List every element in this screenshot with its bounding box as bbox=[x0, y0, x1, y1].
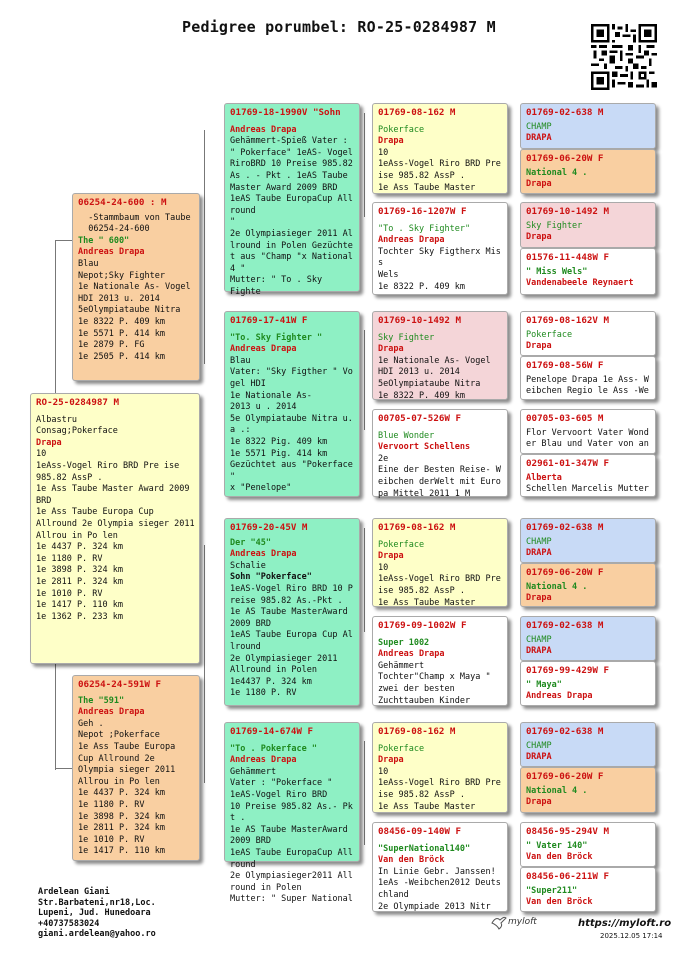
grandparent-line: " bbox=[230, 217, 236, 228]
g4-line: National 4 . bbox=[526, 167, 588, 178]
ggp-line: 2e Olympiade 2013 Nitr bbox=[378, 901, 491, 912]
g4-card[interactable] bbox=[520, 248, 656, 295]
grandparent-line: Gehämmert-Spieß Vater : bbox=[230, 136, 348, 147]
ggp-id: 01769-08-162 M bbox=[378, 726, 456, 737]
g4-line: DRAPA bbox=[526, 752, 552, 763]
g4-id: 01769-08-162V M bbox=[526, 315, 609, 326]
owner-street: Str.Barbateni,nr18,Loc. bbox=[38, 897, 156, 908]
grandparent-line: Sohn "Pokerface" bbox=[230, 572, 312, 583]
g4-line: Drapa bbox=[526, 341, 552, 352]
grandparent-line: "To . Pokerface " bbox=[230, 743, 317, 754]
owner-name: Ardelean Giani bbox=[38, 887, 110, 897]
myloft-logo: myloft bbox=[508, 917, 537, 927]
grandparent-line: Vater : "Pokerface " bbox=[230, 778, 333, 789]
grandparent-line: Blau bbox=[230, 355, 251, 366]
grandparent-id: 01769-17-41W F bbox=[230, 315, 308, 326]
ggp-line: Vervoort Schellens bbox=[378, 442, 471, 453]
owner-city: Lupeni, Jud. Hunedoara bbox=[38, 908, 151, 919]
bracket-line bbox=[364, 113, 365, 217]
g4-line: DRAPA bbox=[526, 548, 552, 559]
grandparent-line: 1e 1180 P. RV bbox=[230, 688, 297, 699]
g4-line: CHAMP bbox=[526, 536, 552, 547]
great-grandparent-card[interactable] bbox=[372, 103, 508, 194]
g4-line: National 4 . bbox=[526, 785, 588, 796]
g4-id: 01769-06-20W F bbox=[526, 771, 604, 782]
g4-line: DRAPA bbox=[526, 646, 552, 657]
ggp-line: Blue Wonder bbox=[378, 430, 435, 441]
dam-id: 06254-24-591W F bbox=[78, 679, 161, 690]
dam-card[interactable] bbox=[72, 675, 200, 861]
dam-line: 1e 4437 P. 324 km bbox=[78, 788, 165, 799]
g4-line: CHAMP bbox=[526, 121, 552, 132]
grandparent-line: Gehämmert bbox=[230, 766, 277, 777]
great-grandparent-card[interactable] bbox=[372, 722, 508, 813]
connector bbox=[55, 768, 72, 769]
g4-line: Pokerface bbox=[526, 329, 573, 340]
grandparent-line: Allround in Polen bbox=[230, 665, 317, 676]
subject-line: 1e 1417 P. 110 km bbox=[36, 600, 123, 611]
grandparent-line: 1eAS Taube Europa Cup Al lround bbox=[230, 630, 358, 652]
g4-line: Van den Bröck bbox=[526, 897, 593, 908]
grandparent-card[interactable] bbox=[224, 311, 360, 497]
sire-line: 1e 8322 P. 409 km bbox=[78, 316, 165, 327]
subject-line: Drapa bbox=[36, 437, 62, 448]
g4-line: Alberta bbox=[526, 472, 562, 483]
page-title: Pedigree porumbel: RO-25-0284987 M bbox=[182, 18, 496, 36]
grandparent-line: 1e 5571 Pig. 414 km bbox=[230, 448, 328, 459]
sire-id: 06254-24-600 : M bbox=[78, 197, 167, 208]
ggp-line: "SuperNational140" bbox=[378, 843, 471, 854]
ggp-line: Wels bbox=[378, 269, 399, 280]
subject-line: Albastru bbox=[36, 414, 77, 425]
ggp-id: 01769-16-1207W F bbox=[378, 206, 467, 217]
g4-card[interactable] bbox=[520, 149, 656, 194]
ggp-line: "To . Sky Fighter" bbox=[378, 223, 471, 234]
dam-line: Nepot ;Pokerface bbox=[78, 730, 160, 741]
ggp-line: Tochter Sky Figtherx Mis s bbox=[378, 246, 506, 269]
great-grandparent-card[interactable] bbox=[372, 822, 508, 912]
ggp-line: Pokerface bbox=[378, 743, 425, 754]
grandparent-id: 01769-20-45V M bbox=[230, 522, 308, 533]
g4-card[interactable] bbox=[520, 311, 656, 356]
subject-id: RO-25-0284987 M bbox=[36, 397, 119, 408]
grandparent-line: Andreas Drapa bbox=[230, 549, 297, 560]
grandparent-line: Andreas Drapa bbox=[230, 344, 297, 355]
g4-line: DRAPA bbox=[526, 133, 552, 144]
grandparent-card[interactable] bbox=[224, 518, 360, 706]
ggp-id: 08456-09-140W F bbox=[378, 826, 461, 837]
grandparent-line: Andreas Drapa bbox=[230, 755, 297, 766]
g4-line: " Vater 140" bbox=[526, 840, 588, 851]
g4-id: 01769-02-638 M bbox=[526, 620, 604, 631]
ggp-id: 01769-10-1492 M bbox=[378, 315, 461, 326]
dam-line: 1e 1417 P. 110 km bbox=[78, 846, 165, 857]
ggp-line: 10 bbox=[378, 562, 389, 573]
subject-line: 1e 1362 P. 233 km bbox=[36, 611, 123, 622]
ggp-line: Tochter"Champ x Maya " bbox=[378, 672, 491, 683]
ggp-line: 1e Ass Taube Master bbox=[378, 182, 476, 193]
g4-line: CHAMP bbox=[526, 740, 552, 751]
g4-id: 01576-11-448W F bbox=[526, 252, 609, 263]
g4-line: Drapa bbox=[526, 797, 552, 808]
subject-line: 10 bbox=[36, 449, 47, 460]
grandparent-line: 1e AS Taube MasterAward 2009 BRD bbox=[230, 824, 353, 847]
g4-card[interactable] bbox=[520, 722, 656, 767]
grandparent-line: 10 Preise 985.82 As.- Pk t . bbox=[230, 801, 358, 824]
g4-line: "Super211" bbox=[526, 885, 578, 896]
g4-id: 01769-10-1492 M bbox=[526, 206, 609, 217]
ggp-line: 10 bbox=[378, 147, 389, 158]
owner-phone: +40737583024 bbox=[38, 918, 100, 929]
g4-line: Flor Vervoort Vater Wond er Blau und Vater von an bbox=[526, 427, 654, 450]
grandparent-line: x "Penelope" bbox=[230, 483, 292, 494]
sire-line: The " 600" bbox=[78, 235, 130, 246]
ggp-line: 1e Ass Taube Master bbox=[378, 801, 476, 812]
ggp-line: 1e 8322 P. 409 km bbox=[378, 390, 465, 401]
great-grandparent-card[interactable] bbox=[372, 311, 508, 400]
ggp-line: 5eOlympiataube Nitra bbox=[378, 378, 481, 389]
grandparent-line: 1eAS Taube EuropaCup All round bbox=[230, 847, 358, 870]
ggp-line: Drapa bbox=[378, 136, 404, 147]
grandparent-line: 5e Olympiataube Nitra u. a .: bbox=[230, 413, 358, 436]
ggp-line: 1eAss-Vogel Riro BRD Pre ise 985.82 AssP . bbox=[378, 159, 506, 181]
sire-line: 1e 2505 P. 414 km bbox=[78, 351, 165, 362]
ggp-line: 1eAss-Vogel Riro BRD Pre ise 985.82 AssP . bbox=[378, 778, 506, 800]
great-grandparent-card[interactable] bbox=[372, 202, 508, 295]
g4-line: Sky Fighter bbox=[526, 220, 583, 231]
g4-card[interactable] bbox=[520, 616, 656, 661]
owner-email[interactable]: giani.ardelean@yahoo.ro bbox=[38, 929, 156, 940]
subject-line: 1e 1010 P. RV bbox=[36, 588, 103, 599]
g4-card[interactable] bbox=[520, 356, 656, 400]
g4-id: 00705-03-605 M bbox=[526, 413, 604, 424]
dam-line: 1e 3898 P. 324 km bbox=[78, 811, 165, 822]
g4-line: Drapa bbox=[526, 232, 552, 243]
grandparent-line: Gezüchtet aus "Pokerface " bbox=[230, 460, 358, 482]
grandparent-line: Mutter: " To . Sky Fighte bbox=[230, 275, 328, 297]
g4-card[interactable] bbox=[520, 767, 656, 813]
grandparent-line: Vater: "Sky Figther " Vo gel HDI bbox=[230, 367, 358, 389]
sire-line: 06254-24-600 bbox=[78, 224, 150, 235]
bracket-line bbox=[364, 330, 365, 430]
g4-card[interactable] bbox=[520, 867, 656, 912]
grandparent-line: 1e Nationale As- bbox=[230, 390, 312, 401]
g4-id: 01769-99-429W F bbox=[526, 665, 609, 676]
g4-id: 01769-02-638 M bbox=[526, 107, 604, 118]
dam-line: Geh . bbox=[78, 718, 104, 729]
grandparent-line: Schalie bbox=[230, 560, 266, 571]
ggp-line: Drapa bbox=[378, 344, 404, 355]
ggp-line: Andreas Drapa bbox=[378, 649, 445, 660]
ggp-line: Eine der Besten Reise- W eibchen derWelt mit Euro bbox=[378, 465, 506, 487]
g4-line: " Miss Wels" bbox=[526, 266, 588, 277]
sire-line: Nepot;Sky Fighter bbox=[78, 270, 165, 281]
qr-code bbox=[591, 24, 657, 90]
g4-id: 01769-02-638 M bbox=[526, 522, 604, 533]
g4-line: " Maya" bbox=[526, 679, 562, 690]
g4-id: 01769-06-20W F bbox=[526, 153, 604, 164]
ggp-line: 1eAs -Weibchen2012 Deuts chland bbox=[378, 878, 506, 900]
g4-card[interactable] bbox=[520, 822, 656, 867]
g4-line: Andreas Drapa bbox=[526, 691, 593, 702]
ggp-line: 1e Nationale As- Vogel HDI 2013 u. 2014 bbox=[378, 355, 496, 378]
sire-line: 1e 2879 P. FG bbox=[78, 340, 145, 351]
sire-line: 1e 5571 P. 414 km bbox=[78, 328, 165, 339]
grandparent-line: 1eAS Taube EuropaCup All round bbox=[230, 194, 358, 216]
ggp-line: Pokerface bbox=[378, 539, 425, 550]
g4-line: Penelope Drapa 1e Ass- W eibchen Regio le Ass -We bbox=[526, 374, 654, 397]
g4-line: Drapa bbox=[526, 179, 552, 190]
grandparent-line: 1e 8322 Pig. 409 km bbox=[230, 436, 328, 447]
grandparent-line: Andreas Drapa bbox=[230, 124, 297, 135]
ggp-line: Super 1002 bbox=[378, 637, 430, 648]
subject-line: 1e 3898 P. 324 km bbox=[36, 565, 123, 576]
grandparent-line: 1e AS Taube MasterAward 2009 BRD bbox=[230, 607, 353, 629]
grandparent-line: "To. Sky Fighter " bbox=[230, 332, 323, 343]
grandparent-card[interactable] bbox=[224, 103, 360, 297]
sire-line: -Stammbaum von Taube bbox=[78, 212, 191, 223]
g4-id: 08456-06-211W F bbox=[526, 871, 609, 882]
g4-card[interactable] bbox=[520, 563, 656, 607]
sire-card[interactable] bbox=[72, 193, 200, 381]
grandparent-id: 01769-14-674W F bbox=[230, 726, 313, 737]
grandparent-line: 1e4437 P. 324 km bbox=[230, 676, 312, 687]
g4-card[interactable] bbox=[520, 518, 656, 563]
grandparent-line: 1eAS-Vogel Riro BRD bbox=[230, 789, 328, 800]
sire-line: 1e Nationale As- Vogel HDI 2013 u. 2014 bbox=[78, 282, 196, 304]
subject-line: 1e Ass Taube Europa Cup Allround 2e Olympia sieger 2011 Allrou in Po len bbox=[36, 507, 200, 541]
grandparent-line: Der "45" bbox=[230, 537, 271, 548]
sire-line: Andreas Drapa bbox=[78, 247, 145, 258]
dam-line: 1e 2811 P. 324 km bbox=[78, 823, 165, 834]
owner-address bbox=[38, 887, 156, 940]
dam-line: The "591" bbox=[78, 695, 125, 706]
g4-id: 01769-02-638 M bbox=[526, 726, 604, 737]
ggp-line: 2e bbox=[378, 453, 389, 464]
grandparent-line: 1eAS-Vogel Riro BRD 10 P reise 985.82 As.-Pkt . bbox=[230, 583, 358, 606]
ggp-line: Drapa bbox=[378, 755, 404, 766]
ggp-line: Drapa bbox=[378, 551, 404, 562]
ggp-line: Andreas Drapa bbox=[378, 235, 445, 246]
g4-card[interactable] bbox=[520, 103, 656, 149]
g4-id: 01769-08-56W F bbox=[526, 360, 604, 371]
g4-line: Schellen Marcelis Mutter bbox=[526, 484, 649, 495]
bracket-line bbox=[364, 741, 365, 845]
dove-logo-icon bbox=[490, 914, 508, 932]
ggp-line: 1e Ass Taube Master bbox=[378, 597, 476, 608]
bracket-line bbox=[204, 545, 205, 783]
g4-id: 02961-01-347W F bbox=[526, 458, 609, 469]
grandparent-line: 2e Olympiasieger2011 All round in Polen bbox=[230, 871, 358, 893]
g4-card[interactable] bbox=[520, 454, 656, 497]
ggp-id: 01769-09-1002W F bbox=[378, 620, 467, 631]
grandparent-id: 01769-18-1990V "Sohn bbox=[230, 107, 341, 118]
bracket-line bbox=[204, 130, 205, 364]
sire-line: 5eOlympiataube Nitra bbox=[78, 305, 181, 316]
great-grandparent-card[interactable] bbox=[372, 409, 508, 497]
subject-line: 1e 1180 P. RV bbox=[36, 553, 103, 564]
subject-line: 1e 4437 P. 324 km bbox=[36, 542, 123, 553]
grandparent-line: 2e Olympiasieger 2011 Al lround in Polen Gezüchte t aus "Champ "x National 4 " bbox=[230, 228, 358, 274]
g4-line: Drapa bbox=[526, 593, 552, 604]
subject-line: 1eAss-Vogel Riro BRD Pre ise 985.82 AssP . bbox=[36, 460, 185, 483]
dam-line: 1e 1180 P. RV bbox=[78, 799, 145, 810]
ggp-line: Pokerface bbox=[378, 124, 425, 135]
bracket-line bbox=[364, 528, 365, 632]
g4-line: National 4 . bbox=[526, 581, 588, 592]
g4-line: CHAMP bbox=[526, 634, 552, 645]
ggp-line: 10 bbox=[378, 766, 389, 777]
ggp-line: Gehämmert bbox=[378, 660, 425, 671]
subject-line: 1e 2811 P. 324 km bbox=[36, 576, 123, 587]
site-link[interactable]: https://myloft.ro bbox=[578, 918, 672, 929]
ggp-id: 00705-07-526W F bbox=[378, 413, 461, 424]
ggp-line: zwei der besten bbox=[378, 683, 455, 694]
grandparent-line: 2013 u . 2014 bbox=[230, 402, 297, 413]
g4-line: Vandenabeele Reynaert bbox=[526, 278, 634, 289]
grandparent-card[interactable] bbox=[224, 722, 360, 905]
g4-card[interactable] bbox=[520, 409, 656, 454]
dam-line: 1e Ass Taube Europa Cup Allround 2e Olympia sieger 2011 Allrou in Po len bbox=[78, 741, 181, 787]
great-grandparent-card[interactable] bbox=[372, 518, 508, 607]
g4-card[interactable] bbox=[520, 661, 656, 706]
ggp-line: Zuchttauben Kinder bbox=[378, 695, 471, 706]
ggp-line: In Linie Gebr. Janssen! bbox=[378, 866, 496, 877]
subject-line: Consag;Pokerface bbox=[36, 426, 118, 437]
g4-line: Van den Bröck bbox=[526, 852, 593, 863]
g4-id: 08456-95-294V M bbox=[526, 826, 609, 837]
g4-id: 01769-06-20W F bbox=[526, 567, 604, 578]
print-date: 2025.12.05 17:14 bbox=[600, 932, 663, 940]
g4-card[interactable] bbox=[520, 202, 656, 248]
ggp-line: pa Mittel 2011 1 M bbox=[378, 488, 471, 499]
subject-card[interactable] bbox=[30, 393, 200, 664]
connector bbox=[55, 240, 72, 241]
grandparent-line: 2e Olympiasieger 2011 bbox=[230, 653, 338, 664]
ggp-id: 01769-08-162 M bbox=[378, 522, 456, 533]
ggp-id: 01769-08-162 M bbox=[378, 107, 456, 118]
dam-line: 1e 1010 P. RV bbox=[78, 834, 145, 845]
ggp-line: 1eAss-Vogel Riro BRD Pre ise 985.82 AssP . bbox=[378, 574, 506, 596]
ggp-line: Van den Bröck bbox=[378, 855, 445, 866]
subject-line: 1e Ass Taube Master Award 2009 BRD bbox=[36, 484, 195, 506]
sire-line: Blau bbox=[78, 258, 99, 269]
great-grandparent-card[interactable] bbox=[372, 616, 508, 706]
ggp-line: 1e 8322 P. 409 km bbox=[378, 281, 465, 292]
dam-line: Andreas Drapa bbox=[78, 707, 145, 718]
grandparent-line: " Pokerface" 1eAS- Vogel RiroBRD 10 Preise 985.82 As . - Pkt . 1eAS Taube Master Award 2009 BRD bbox=[230, 147, 358, 193]
grandparent-line: Mutter: " Super National bbox=[230, 894, 353, 905]
ggp-line: Sky Fighter bbox=[378, 332, 435, 343]
